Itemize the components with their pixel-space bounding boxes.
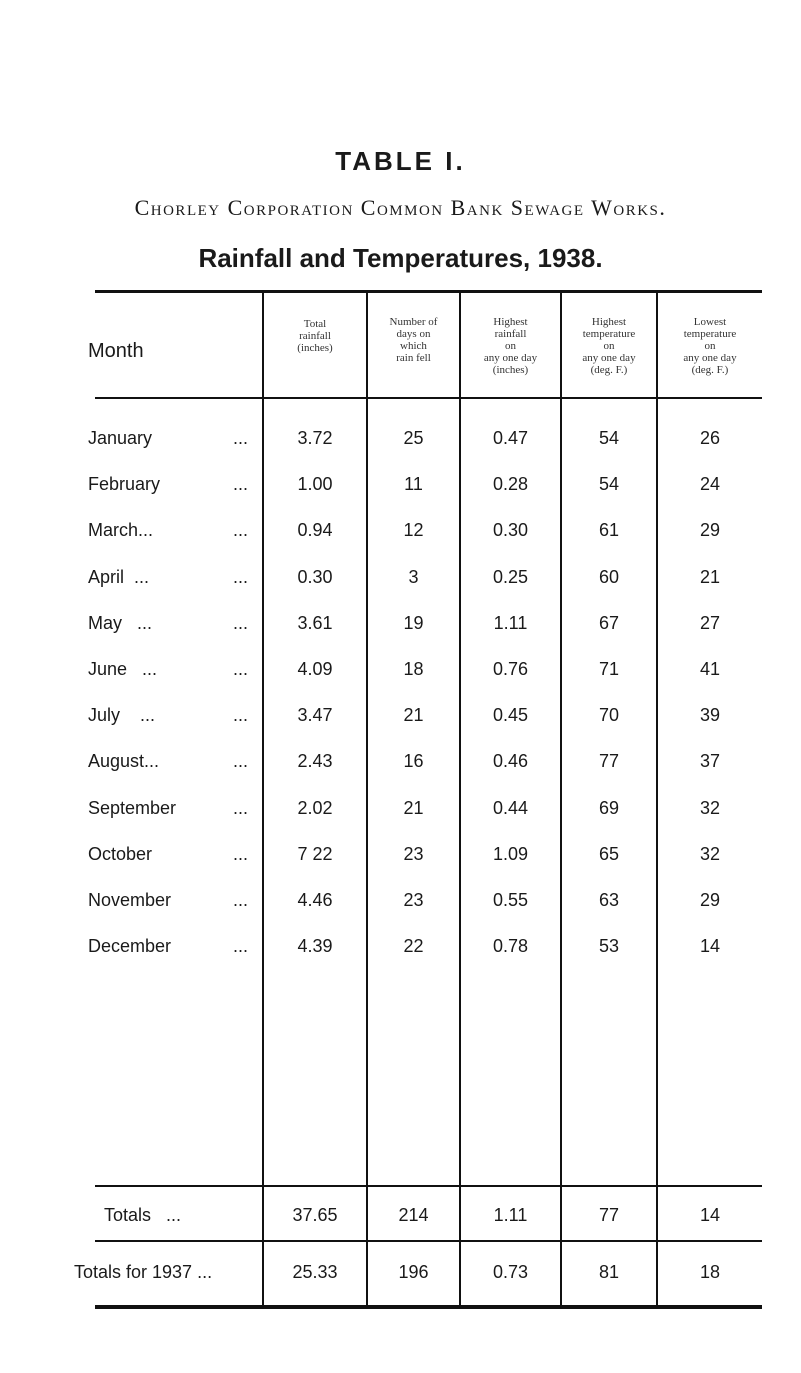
cell-total: 3.47 (297, 705, 333, 725)
leader-dots: ... (233, 567, 249, 587)
cell-lowest-temp: 26 (699, 428, 721, 448)
totals-1937-total: 25.33 (292, 1262, 338, 1282)
cell-total: 4.09 (297, 659, 333, 679)
header-total-rainfall: Total rainfall (inches) (297, 318, 333, 354)
cell-lowest-temp: 24 (699, 474, 721, 494)
cell-highest-rain: 0.30 (492, 520, 529, 540)
cell-total: 0.30 (297, 567, 333, 587)
cell-lowest-temp: 14 (699, 936, 721, 956)
leader-dots: ... (233, 936, 249, 956)
totals-1937-lowest-temp: 18 (699, 1262, 721, 1282)
cell-days: 3 (408, 567, 419, 587)
cell-total: 4.46 (297, 890, 333, 910)
totals-highest-temp: 77 (598, 1205, 620, 1225)
cell-lowest-temp: 29 (699, 890, 721, 910)
leader-dots: ... (233, 844, 249, 864)
table-subheading: Chorley Corporation Common Bank Sewage Works. (134, 195, 667, 220)
cell-highest-rain: 0.25 (492, 567, 529, 587)
month-label: September (88, 798, 177, 818)
totals-1937-days: 196 (398, 1262, 429, 1282)
month-label: April ... (88, 567, 150, 587)
cell-highest-temp: 54 (598, 474, 620, 494)
cell-highest-temp: 69 (598, 798, 620, 818)
month-label: February (88, 474, 161, 494)
totals-rule (95, 1185, 762, 1187)
totals-label: Totals ... (104, 1205, 182, 1225)
cell-lowest-temp: 32 (699, 844, 721, 864)
cell-highest-temp: 67 (598, 613, 620, 633)
cell-days: 16 (403, 751, 424, 771)
leader-dots: ... (233, 751, 249, 771)
leader-dots: ... (233, 474, 249, 494)
header-highest-rainfall: Highest rainfall on any one day (inches) (483, 316, 538, 376)
cell-days: 25 (403, 428, 424, 448)
header-highest-temperature: Highest temperature on any one day (deg. F.) (582, 316, 636, 376)
table-heading: TABLE I. (335, 146, 466, 176)
cell-lowest-temp: 21 (699, 567, 721, 587)
month-label: January (88, 428, 153, 448)
leader-dots: ... (233, 613, 249, 633)
cell-highest-rain: 1.09 (492, 844, 529, 864)
header-rule (95, 397, 762, 399)
header-month: Month (88, 340, 144, 362)
cell-total: 3.72 (297, 428, 333, 448)
month-label: December (88, 936, 172, 956)
cell-total: 3.61 (297, 613, 333, 633)
cell-highest-rain: 0.28 (492, 474, 529, 494)
cell-highest-temp: 77 (598, 751, 620, 771)
table-caption: Rainfall and Temperatures, 1938. (198, 243, 603, 273)
cell-highest-temp: 70 (598, 705, 620, 725)
leader-dots: ... (233, 659, 249, 679)
cell-lowest-temp: 37 (699, 751, 721, 771)
cell-total: 1.00 (297, 474, 333, 494)
month-label: June ... (88, 659, 158, 679)
cell-highest-temp: 61 (598, 520, 620, 540)
cell-total: 7 22 (297, 844, 333, 864)
totals-rule (95, 1240, 762, 1242)
cell-days: 12 (403, 520, 424, 540)
cell-lowest-temp: 29 (699, 520, 721, 540)
bottom-rule (95, 1305, 762, 1309)
cell-days: 18 (403, 659, 424, 679)
totals-highest-rain: 1.11 (493, 1205, 528, 1225)
cell-lowest-temp: 41 (699, 659, 721, 679)
cell-total: 2.43 (297, 751, 333, 771)
cell-highest-temp: 60 (598, 567, 620, 587)
totals-days: 214 (398, 1205, 429, 1225)
cell-days: 22 (403, 936, 424, 956)
totals-1937-highest-temp: 81 (598, 1262, 620, 1282)
month-label: March... (88, 520, 154, 540)
month-label: August... (88, 751, 160, 771)
cell-total: 0.94 (297, 520, 333, 540)
cell-total: 2.02 (297, 798, 333, 818)
cell-lowest-temp: 27 (699, 613, 721, 633)
cell-highest-temp: 71 (598, 659, 620, 679)
leader-dots: ... (233, 705, 249, 725)
cell-highest-rain: 1.11 (493, 613, 528, 633)
month-label: October (88, 844, 153, 864)
cell-total: 4.39 (297, 936, 333, 956)
cell-highest-temp: 54 (598, 428, 620, 448)
totals-1937-highest-rain: 0.73 (492, 1262, 529, 1282)
cell-highest-rain: 0.78 (492, 936, 529, 956)
leader-dots: ... (233, 798, 249, 818)
totals-1937-label: Totals for 1937 ... (74, 1262, 213, 1282)
month-label: July ... (88, 705, 156, 725)
leader-dots: ... (233, 520, 249, 540)
totals-lowest-temp: 14 (699, 1205, 721, 1225)
totals-total: 37.65 (292, 1205, 338, 1225)
cell-lowest-temp: 32 (699, 798, 721, 818)
cell-days: 23 (403, 844, 424, 864)
leader-dots: ... (233, 890, 249, 910)
cell-lowest-temp: 39 (699, 705, 721, 725)
header-lowest-temperature: Lowest temperature on any one day (deg. F.) (683, 316, 737, 376)
cell-days: 21 (403, 798, 424, 818)
cell-highest-rain: 0.46 (492, 751, 529, 771)
cell-highest-rain: 0.45 (492, 705, 529, 725)
cell-days: 19 (403, 613, 424, 633)
cell-days: 21 (403, 705, 424, 725)
top-rule (95, 290, 762, 293)
cell-highest-temp: 53 (598, 936, 620, 956)
cell-highest-temp: 65 (598, 844, 620, 864)
cell-highest-rain: 0.76 (492, 659, 529, 679)
header-rain-days: Number of days on which rain fell (389, 316, 438, 364)
month-label: November (88, 890, 172, 910)
month-label: May ... (88, 613, 153, 633)
cell-highest-temp: 63 (598, 890, 620, 910)
cell-days: 23 (403, 890, 424, 910)
cell-highest-rain: 0.55 (492, 890, 529, 910)
cell-days: 11 (404, 474, 423, 494)
cell-highest-rain: 0.47 (492, 428, 529, 448)
cell-highest-rain: 0.44 (492, 798, 529, 818)
leader-dots: ... (233, 428, 249, 448)
